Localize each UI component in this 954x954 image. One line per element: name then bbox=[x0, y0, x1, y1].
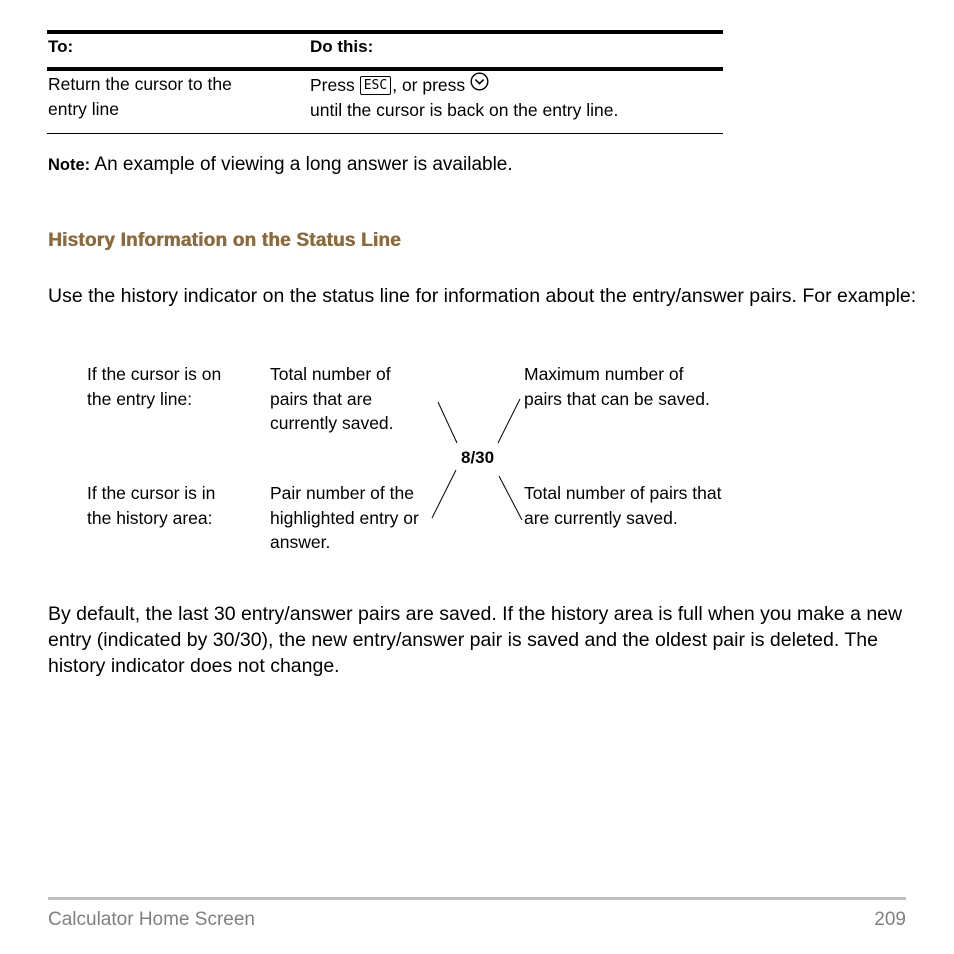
footer-section: Calculator Home Screen bbox=[48, 909, 255, 930]
note-label: Note: bbox=[48, 156, 91, 174]
intro-paragraph: Use the history indicator on the status line for information about the entry/answer pairs. For example: bbox=[48, 285, 917, 307]
bottom-left-condition: If the cursor is in the history area: bbox=[87, 483, 216, 528]
press-text: Press bbox=[310, 74, 355, 95]
section-heading: History Information on the Status Line bbox=[48, 230, 401, 251]
note-text: An example of viewing a long answer is available. bbox=[94, 154, 513, 175]
esc-key-icon: ESC bbox=[360, 76, 391, 95]
closing-paragraph: By default, the last 30 entry/answer pairs are saved. If the history area is full when you make a new entry (indicated by 30/30), the new entry/answer pair is saved and the oldest pair is deleted. The history indicator does not change. bbox=[48, 603, 903, 677]
callout-line-top-left bbox=[438, 402, 457, 443]
page-number: 209 bbox=[874, 909, 906, 930]
callout-line-top-right bbox=[498, 399, 520, 443]
until-text: until the cursor is back on the entry line. bbox=[310, 100, 619, 120]
top-left-condition: If the cursor is on the entry line: bbox=[87, 364, 222, 409]
top-right-label: Maximum number of pairs that can be saved. bbox=[524, 364, 710, 409]
top-left-label: Total number of pairs that are currently saved. bbox=[270, 364, 394, 433]
table-cell-to: Return the cursor to the entry line bbox=[48, 74, 232, 119]
history-indicator: 8/30 bbox=[461, 448, 495, 467]
bottom-right-label: Total number of pairs that are currently saved. bbox=[524, 483, 722, 528]
table-header-do: Do this: bbox=[310, 37, 374, 56]
or-press-text: , or press bbox=[392, 74, 466, 95]
bottom-left-label: Pair number of the highlighted entry or answer. bbox=[270, 483, 419, 552]
table-header-to: To: bbox=[48, 37, 74, 56]
callout-line-bottom-left bbox=[432, 470, 456, 518]
footer-rule bbox=[48, 897, 906, 900]
callout-line-bottom-right bbox=[499, 476, 522, 520]
